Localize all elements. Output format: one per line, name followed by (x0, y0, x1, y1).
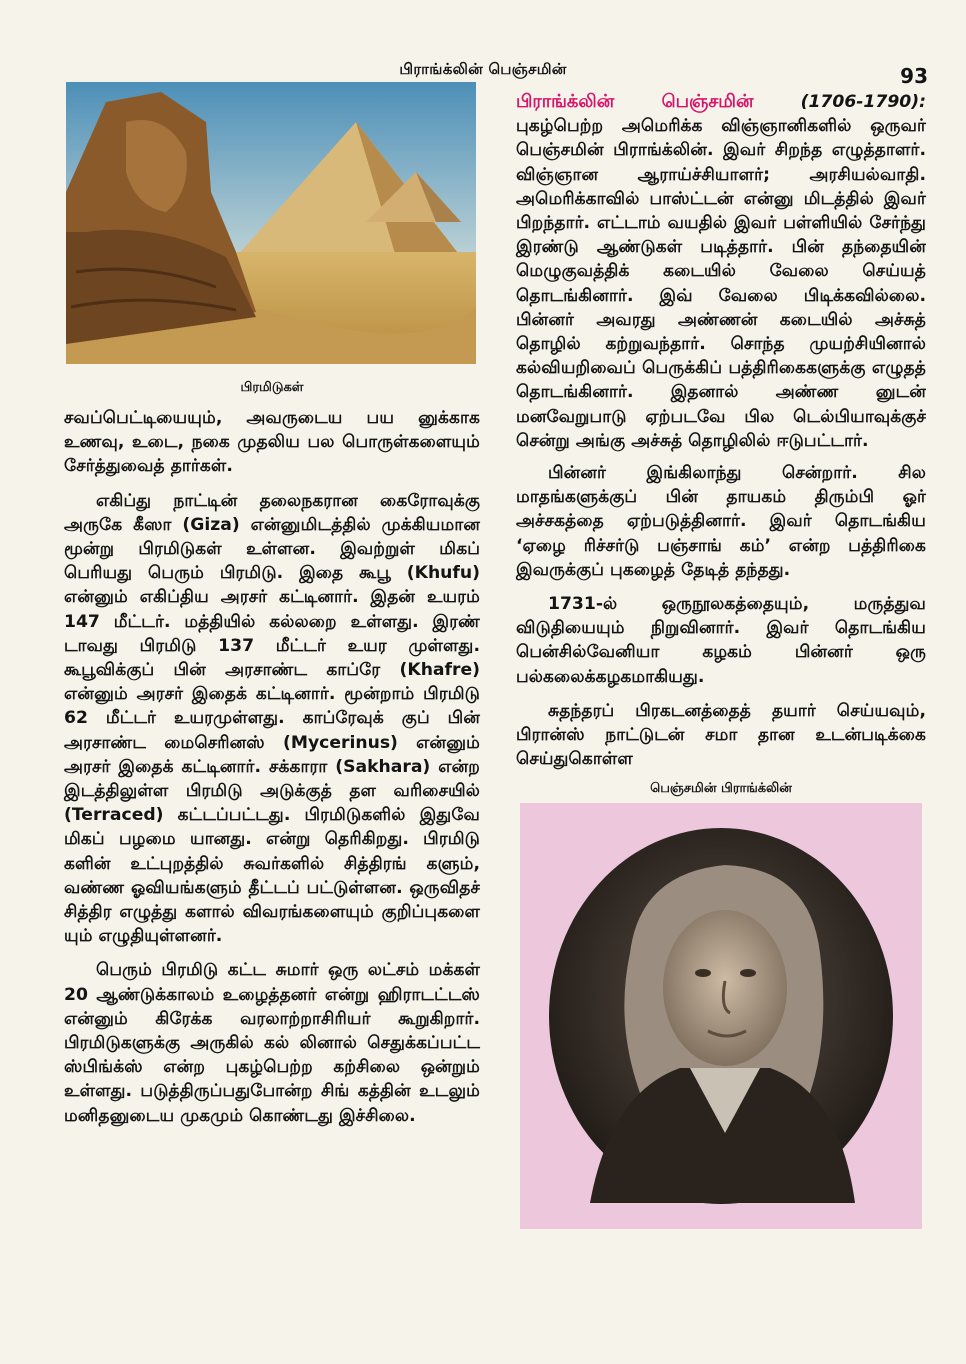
right-paragraph-3: 1731-ல் ஒருநூலகத்தையும், மருத்துவ விடுதியையும் நிறுவினார். இவர் தொடங்கிய பென்சில்வேனியா கழகம் பின்னர் ஒரு பல்கலைக்கழகமாகியது. (516, 594, 926, 687)
portrait-caption: பெஞ்சமின் பிராங்க்லின் (650, 781, 792, 797)
franklin-portrait (520, 803, 922, 1229)
page-number: 93 (900, 64, 928, 88)
left-column (64, 82, 480, 1138)
left-paragraph-3: பெரும் பிரமிடு கட்ட சுமார் ஒரு லட்சம் மக்கள் 20 ஆண்டுக்காலம் உழைத்தனர் என்று ஹிராடட்டஸ் என்னும் கிரேக்க வரலாற்றாசிரியர் கூறுகிறார். பிரமிடுகளுக்கு அருகில் கல் லினால் செதுக்கப்பட்ட ஸ்பிங்க்ஸ் என்ற புகழ்பெற்ற கற்சிலை ஒன்றும் உள்ளது. படுத்திருப்பதுபோன்ற சிங் கத்தின் உடலும் மனிதனுடைய முகமும் கொண்டது இச்சிலை. (64, 960, 480, 1126)
left-paragraph-1: சவப்பெட்டியையும், அவருடைய பய னுக்காக உணவு, உடை, நகை முதலிய பல பொருள்களையும் சேர்த்துவைத் தார்கள். (64, 408, 480, 477)
pyramids-caption: பிரமிடுகள் (240, 380, 304, 395)
running-head: பிராங்க்லின் பெஞ்சமின் (399, 60, 567, 78)
left-paragraph-2: எகிப்து நாட்டின் தலைநகரான கைரோவுக்கு அருகே கீஸா (Giza) என்னுமிடத்தில் முக்கியமான மூன்று பிரமிடுகள் உள்ளன. இவற்றுள் மிகப் பெரியது பெரும் பிரமிடு. இதை கூபூ (Khufu) என்னும் எகிப்திய அரசர் கட்டினார். இதன் உயரம் 147 மீட்டர். மத்தியில் கல்லறை உள்ளது. இரண் டாவது பிரமிடு 137 மீட்டர் உயர முள்ளது. கூபூவிக்குப் பின் அரசாண்ட காப்ரே (Khafre) என்னும் அரசர் இதைக் கட்டினார். மூன்றாம் பிரமிடு 62 மீட்டர் உயரமுள்ளது. காப்ரேவுக் குப் பின் அரசாண்ட மைசெரினஸ் (Mycerinus) என்னும் அரசர் இதைக் கட்டினார். சக்காரா (Sakhara) என்ற இடத்திலுள்ள பிரமிடு அடுக்குத் தள வரிசையில் (Terraced) கட்டப்பட்டது. பிரமிடுகளில் இதுவே மிகப் பழமை யானது. என்று தெரிகிறது. பிரமிடு களின் உட்புறத்தில் சுவர்களில் சித்திரங் களும், வண்ண ஓவியங்களும் தீட்டப் பட்டுள்ளன. ஒருவிதச் சித்திர எழுத்து களால் விவரங்களையும் குறிப்புகளை யும் எழுதியுள்ளனர். (64, 490, 480, 947)
right-column (516, 90, 926, 1229)
right-paragraph-4: சுதந்தரப் பிரகடனத்தைத் தயார் செய்யவும், பிரான்ஸ் நாட்டுடன் சமா தான உடன்படிக்கை செய்துகொள்ள (516, 700, 926, 770)
entry-title: பிராங்க்லின் பெஞ்சமின் (516, 91, 754, 112)
right-paragraph-1: புகழ்பெற்ற அமெரிக்க விஞ்ஞானிகளில் ஒருவர் பெஞ்சமின் பிராங்க்லின். இவர் சிறந்த எழுத்தாளர். விஞ்ஞான ஆராய்ச்சியாளர்; அரசியல்வாதி. அமெரிக்காவில் பாஸ்ட்டன் என்னு மிடத்தில் இவர் பிறந்தார். எட்டாம் வயதில் இவர் பள்ளியில் சேர்ந்து இரண்டு ஆண்டுகள் படித்தார். பின் தந்தையின் மெழுகுவத்திக் கடையில் வேலை செய்யத் தொடங்கினார். இவ் வேலை பிடிக்கவில்லை. பின்னர் அவரது அண்ணன் கடையில் அச்சுத் தொழில் கற்றுவந்தார். சொந்த முயற்சியினால் கல்வியறிவைப் பெருக்கிப் பத்திரிகைகளுக்கு எழுதத் தொடங்கினார். இதனால் அண்ண னுடன் மனவேறுபாடு ஏற்படவே பில டெல்பியாவுக்குச் சென்று அங்கு அச்சுத் தொழிலில் ஈடுபட்டார். (516, 116, 926, 451)
right-paragraph-2: பின்னர் இங்கிலாந்து சென்றார். சில மாதங்களுக்குப் பின் தாயகம் திரும்பி ஓர் அச்சகத்தை ஏற்படுத்தினார். இவர் தொடங்கிய ‘ஏழை ரிச்சர்டு பஞ்சாங் கம்’ என்ற பத்திரிகை இவருக்குப் புகழைத் தேடித் தந்தது. (516, 463, 926, 580)
pyramids-sphinx-image (66, 82, 476, 364)
franklin-entry-intro (516, 90, 926, 453)
franklin-portrait-image (520, 803, 922, 1229)
entry-dates: (1706-1790): (800, 92, 926, 112)
pyramids-illustration (66, 82, 476, 364)
